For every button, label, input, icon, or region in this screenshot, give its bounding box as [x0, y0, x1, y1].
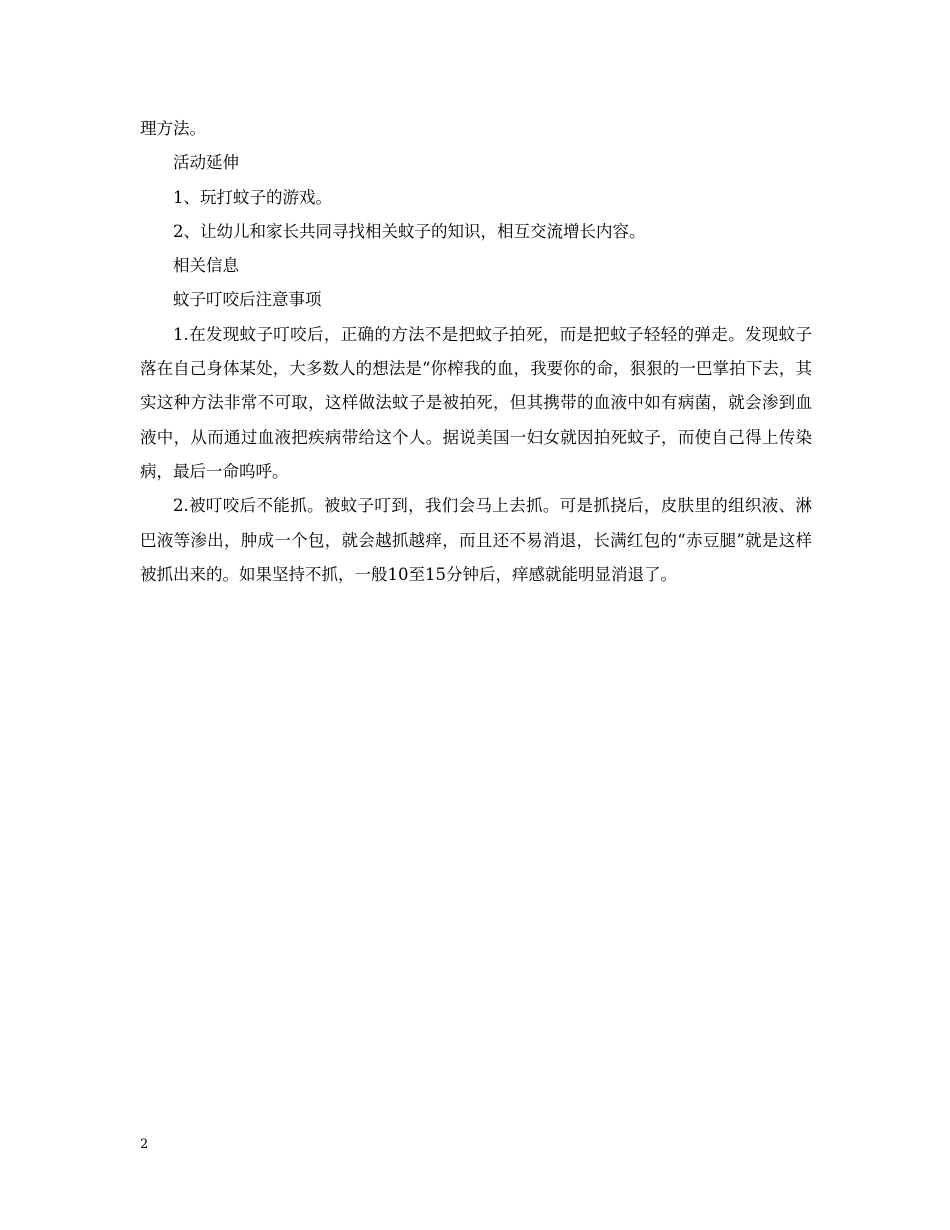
heading-activity-extension: 活动延伸	[173, 153, 239, 173]
list-item-2: 2、让幼儿和家长共同寻找相关蚊子的知识，相互交流增长内容。	[173, 221, 646, 241]
heading-precautions: 蚊子叮咬后注意事项	[173, 290, 322, 310]
paragraph-point-2: 2.被叮咬后不能抓。被蚊子叮到，我们会马上去抓。可是抓挠后，皮肤里的组织液、淋巴液等渗出，肿成一个包，就会越抓越痒，而且还不易消退，长满红包的“赤豆腿”就是这样被抓出来的。如果坚持不抓，一般10至15分钟后，痒感就能明显消退了。	[140, 496, 812, 584]
paragraph-continuation: 理方法。	[140, 119, 206, 138]
page-number: 2	[140, 1137, 149, 1152]
paragraph-point-1: 1.在发现蚊子叮咬后，正确的方法不是把蚊子拍死，而是把蚊子轻轻的弹走。发现蚊子落在自己身体某处，大多数人的想法是“你榨我的血，我要你的命，狠狠的一巴掌拍下去，其实这种方法非常不可取，这样做法蚊子是被拍死，但其携带的血液中如有病菌，就会渗到血液中，从而通过血液把疾病带给这个人。据说美国一妇女就因拍死蚊子，而使自己得上传染病，最后一命呜呼。	[140, 324, 812, 481]
list-item-1: 1、玩打蚊子的游戏。	[173, 187, 332, 207]
document-body	[140, 112, 812, 592]
heading-related-info: 相关信息	[173, 256, 239, 276]
